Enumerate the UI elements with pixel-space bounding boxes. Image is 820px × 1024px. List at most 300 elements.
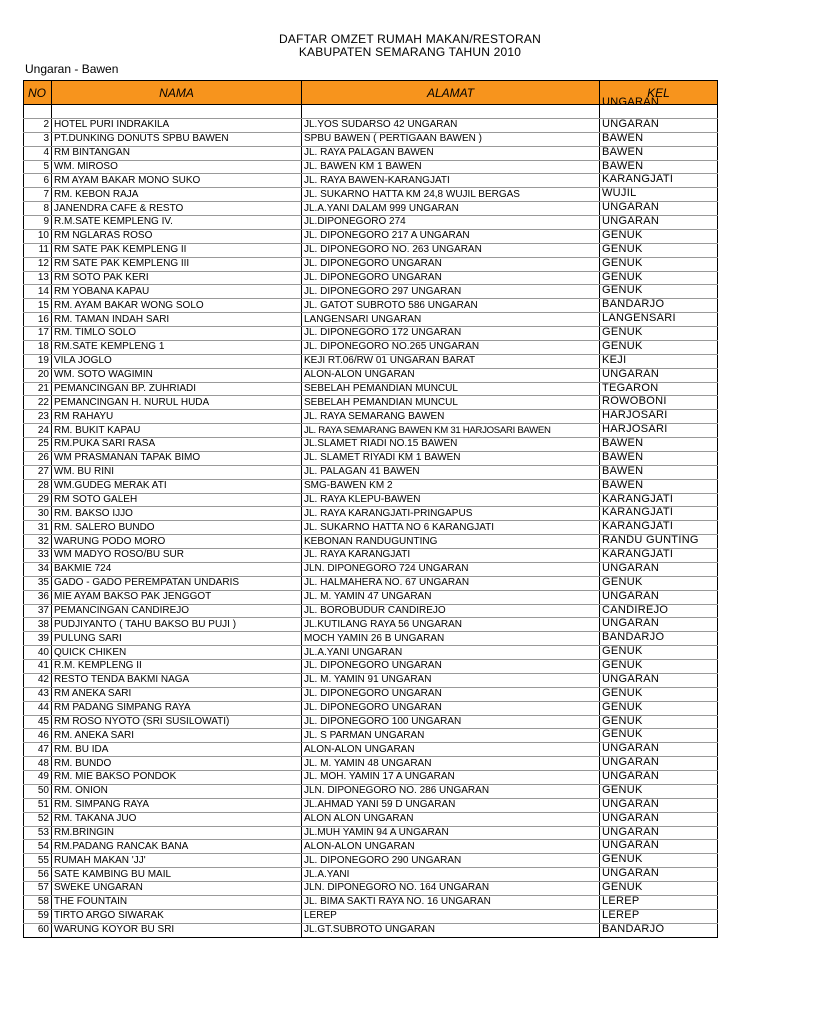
table-row	[24, 673, 718, 687]
table-row	[24, 327, 718, 341]
table-row	[24, 105, 718, 119]
table-row	[24, 493, 718, 507]
table-row	[24, 576, 718, 590]
alamat-cell: JL. HALMAHERA NO. 67 UNGARAN	[302, 576, 600, 590]
no-cell: 14	[24, 285, 52, 299]
alamat-cell: JL.A.YANI DALAM 999 UNGARAN	[302, 202, 600, 216]
alamat-cell: JL. MOH. YAMIN 17 A UNGARAN	[302, 771, 600, 785]
nama-cell: RM. SALERO BUNDO	[52, 521, 302, 535]
alamat-cell: SEBELAH PEMANDIAN MUNCUL	[302, 396, 600, 410]
table-row	[24, 701, 718, 715]
table-row	[24, 826, 718, 840]
no-cell: 7	[24, 188, 52, 202]
table-row	[24, 202, 718, 216]
table-row	[24, 562, 718, 576]
alamat-cell: JL. DIPONEGORO UNGARAN	[302, 271, 600, 285]
table-row	[24, 382, 718, 396]
table-row	[24, 299, 718, 313]
table-row	[24, 146, 718, 160]
nama-cell: PULUNG SARI	[52, 632, 302, 646]
kel-cell: GENUK	[600, 784, 718, 798]
kel-cell: TEGARON	[600, 382, 718, 396]
alamat-cell: JL.DIPONEGORO 274	[302, 216, 600, 230]
table-row	[24, 923, 718, 937]
kel-cell: UNGARAN	[600, 618, 718, 632]
table-body	[24, 96, 718, 938]
alamat-cell: JL. BOROBUDUR CANDIREJO	[302, 604, 600, 618]
alamat-cell: JL. RAYA KARANGJATI	[302, 549, 600, 563]
nama-cell: PUDJIYANTO ( TAHU BAKSO BU PUJI )	[52, 618, 302, 632]
alamat-cell: JL.GT.SUBROTO UNGARAN	[302, 923, 600, 937]
kel-cell: BANDARJO	[600, 923, 718, 937]
alamat-cell: JL. DIPONEGORO 100 UNGARAN	[302, 715, 600, 729]
kel-cell: CANDIREJO	[600, 604, 718, 618]
alamat-cell: JL. DIPONEGORO 172 UNGARAN	[302, 327, 600, 341]
kel-cell: UNGARAN	[600, 562, 718, 576]
no-cell: 3	[24, 132, 52, 146]
kel-cell: LEREP	[600, 895, 718, 909]
table-row	[24, 715, 718, 729]
nama-cell: WM.GUDEG MERAK ATI	[52, 479, 302, 493]
nama-cell: PEMANCINGAN BP. ZUHRIADI	[52, 382, 302, 396]
alamat-cell: JL. DIPONEGORO 297 UNGARAN	[302, 285, 600, 299]
no-cell: 52	[24, 812, 52, 826]
table-row	[24, 451, 718, 465]
table-row	[24, 535, 718, 549]
kel-cell: UNGARAN	[600, 771, 718, 785]
no-cell: 48	[24, 757, 52, 771]
kel-cell: GENUK	[600, 646, 718, 660]
alamat-cell: JL.AHMAD YANI 59 D UNGARAN	[302, 798, 600, 812]
kel-cell: UNGARAN	[600, 868, 718, 882]
alamat-cell: JL. RAYA KARANGJATI-PRINGAPUS	[302, 507, 600, 521]
kel-cell: UNGARAN	[602, 96, 660, 108]
no-cell: 8	[24, 202, 52, 216]
no-cell: 24	[24, 424, 52, 438]
no-cell: 29	[24, 493, 52, 507]
no-cell: 15	[24, 299, 52, 313]
table-row	[24, 396, 718, 410]
kel-cell: GENUK	[600, 729, 718, 743]
nama-cell: RM RAHAYU	[52, 410, 302, 424]
document-title: DAFTAR OMZET RUMAH MAKAN/RESTORAN	[279, 32, 541, 46]
no-cell: 38	[24, 618, 52, 632]
no-cell: 44	[24, 701, 52, 715]
nama-cell: R.M. KEMPLENG II	[52, 660, 302, 674]
kel-cell: KARANGJATI	[600, 174, 718, 188]
alamat-cell: JL. RAYA SEMARANG BAWEN	[302, 410, 600, 424]
alamat-cell: JL. M. YAMIN 91 UNGARAN	[302, 673, 600, 687]
table-row	[24, 465, 718, 479]
alamat-cell: JL.MUH YAMIN 94 A UNGARAN	[302, 826, 600, 840]
nama-cell: HOTEL PURI INDRAKILA	[52, 118, 302, 132]
no-cell: 19	[24, 354, 52, 368]
alamat-cell: SPBU BAWEN ( PERTIGAAN BAWEN )	[302, 132, 600, 146]
nama-cell: PEMANCINGAN H. NURUL HUDA	[52, 396, 302, 410]
no-cell: 26	[24, 451, 52, 465]
nama-cell: RM NGLARAS ROSO	[52, 229, 302, 243]
table-row	[24, 798, 718, 812]
nama-cell: JANENDRA CAFE & RESTO	[52, 202, 302, 216]
table-row	[24, 271, 718, 285]
kel-cell: RANDU GUNTING	[600, 535, 718, 549]
no-cell: 6	[24, 174, 52, 188]
alamat-cell: JL. SUKARNO HATTA KM 24,8 WUJIL BERGAS	[302, 188, 600, 202]
alamat-cell: JL. RAYA BAWEN-KARANGJATI	[302, 174, 600, 188]
nama-cell: RM ROSO NYOTO (SRI SUSILOWATI)	[52, 715, 302, 729]
table-row	[24, 354, 718, 368]
alamat-cell: JL. M. YAMIN 47 UNGARAN	[302, 590, 600, 604]
kel-cell: BANDARJO	[600, 299, 718, 313]
nama-cell: RM SATE PAK KEMPLENG II	[52, 243, 302, 257]
alamat-cell: JL. DIPONEGORO 217 A UNGARAN	[302, 229, 600, 243]
nama-cell: VILA JOGLO	[52, 354, 302, 368]
kel-cell: UNGARAN	[600, 757, 718, 771]
no-cell: 47	[24, 743, 52, 757]
nama-cell: SWEKE UNGARAN	[52, 882, 302, 896]
no-cell: 12	[24, 257, 52, 271]
alamat-cell: JL.SLAMET RIADI NO.15 BAWEN	[302, 438, 600, 452]
kel-cell: UNGARAN	[600, 368, 718, 382]
table-row	[24, 687, 718, 701]
nama-cell: RM BINTANGAN	[52, 146, 302, 160]
kel-cell: GENUK	[600, 701, 718, 715]
alamat-cell: JL. RAYA SEMARANG BAWEN KM 31 HARJOSARI BAWEN	[302, 424, 600, 438]
nama-cell: RM. TAMAN INDAH SARI	[52, 313, 302, 327]
table-row	[24, 424, 718, 438]
table-row	[24, 368, 718, 382]
kel-cell: KARANGJATI	[600, 521, 718, 535]
alamat-cell: JL. SLAMET RIYADI KM 1 BAWEN	[302, 451, 600, 465]
table-row	[24, 216, 718, 230]
table-row	[24, 909, 718, 923]
no-cell: 27	[24, 465, 52, 479]
nama-cell: PT.DUNKING DONUTS SPBU BAWEN	[52, 132, 302, 146]
no-cell: 54	[24, 840, 52, 854]
nama-cell: RM. ONION	[52, 784, 302, 798]
no-cell: 39	[24, 632, 52, 646]
nama-cell: RM SOTO PAK KERI	[52, 271, 302, 285]
no-cell: 35	[24, 576, 52, 590]
table-row	[24, 590, 718, 604]
table-row	[24, 160, 718, 174]
table-row	[24, 243, 718, 257]
no-cell: 58	[24, 895, 52, 909]
alamat-cell: JLN. DIPONEGORO NO. 164 UNGARAN	[302, 882, 600, 896]
nama-cell: WM PRASMANAN TAPAK BIMO	[52, 451, 302, 465]
alamat-cell: ALON-ALON UNGARAN	[302, 743, 600, 757]
nama-cell: RM YOBANA KAPAU	[52, 285, 302, 299]
no-cell: 57	[24, 882, 52, 896]
kel-cell: WUJIL	[600, 188, 718, 202]
table-row	[24, 784, 718, 798]
document-subtitle: KABUPATEN SEMARANG TAHUN 2010	[298, 45, 522, 59]
table-row	[24, 340, 718, 354]
nama-cell: MIE AYAM BAKSO PAK JENGGOT	[52, 590, 302, 604]
nama-cell: RM. TAKANA JUO	[52, 812, 302, 826]
table-row	[24, 118, 718, 132]
alamat-cell: JL. M. YAMIN 48 UNGARAN	[302, 757, 600, 771]
nama-cell: RM.PADANG RANCAK BANA	[52, 840, 302, 854]
no-cell: 13	[24, 271, 52, 285]
nama-cell: RM ANEKA SARI	[52, 687, 302, 701]
alamat-cell: JLN. DIPONEGORO 724 UNGARAN	[302, 562, 600, 576]
no-cell: 32	[24, 535, 52, 549]
no-cell: 51	[24, 798, 52, 812]
no-cell: 4	[24, 146, 52, 160]
table-row	[24, 895, 718, 909]
alamat-cell: JL. GATOT SUBROTO 586 UNGARAN	[302, 299, 600, 313]
no-cell: 45	[24, 715, 52, 729]
table-row	[24, 521, 718, 535]
table-row	[24, 132, 718, 146]
table-row	[24, 604, 718, 618]
table-row	[24, 854, 718, 868]
nama-cell: RM SATE PAK KEMPLENG III	[52, 257, 302, 271]
table-row	[24, 729, 718, 743]
no-cell: 5	[24, 160, 52, 174]
alamat-cell: JL. RAYA PALAGAN BAWEN	[302, 146, 600, 160]
kel-cell: BAWEN	[600, 146, 718, 160]
header-nama: NAMA	[52, 81, 302, 105]
kel-cell: GENUK	[600, 257, 718, 271]
nama-cell: WARUNG KOYOR BU SRI	[52, 923, 302, 937]
alamat-cell: ALON-ALON UNGARAN	[302, 368, 600, 382]
no-cell: 36	[24, 590, 52, 604]
kel-cell: GENUK	[600, 229, 718, 243]
kel-cell: UNGARAN	[600, 590, 718, 604]
table-row	[24, 618, 718, 632]
nama-cell: RM.SATE KEMPLENG 1	[52, 340, 302, 354]
nama-cell: RM. BU IDA	[52, 743, 302, 757]
no-cell: 9	[24, 216, 52, 230]
table-row	[24, 646, 718, 660]
nama-cell: RM. BUNDO	[52, 757, 302, 771]
no-cell: 46	[24, 729, 52, 743]
nama-cell: RM PADANG SIMPANG RAYA	[52, 701, 302, 715]
table-row	[24, 840, 718, 854]
nama-cell: RESTO TENDA BAKMI NAGA	[52, 673, 302, 687]
alamat-cell: JL. DIPONEGORO UNGARAN	[302, 257, 600, 271]
no-cell: 60	[24, 923, 52, 937]
kel-cell: BAWEN	[600, 132, 718, 146]
kel-cell: BAWEN	[600, 465, 718, 479]
table-row	[24, 868, 718, 882]
no-cell: 56	[24, 868, 52, 882]
table-row	[24, 507, 718, 521]
alamat-cell: JL. DIPONEGORO 290 UNGARAN	[302, 854, 600, 868]
kel-cell: BAWEN	[600, 438, 718, 452]
no-cell: 16	[24, 313, 52, 327]
alamat-cell: JL.KUTILANG RAYA 56 UNGARAN	[302, 618, 600, 632]
alamat-cell: LEREP	[302, 909, 600, 923]
kel-cell: LANGENSARI	[600, 313, 718, 327]
no-cell: 34	[24, 562, 52, 576]
nama-cell: RUMAH MAKAN 'JJ'	[52, 854, 302, 868]
kel-cell: GENUK	[600, 660, 718, 674]
alamat-cell: ALON ALON UNGARAN	[302, 812, 600, 826]
no-cell: 49	[24, 771, 52, 785]
region-label: Ungaran - Bawen	[25, 62, 119, 76]
kel-cell: LEREP	[600, 909, 718, 923]
alamat-cell: JL.A.YANI	[302, 868, 600, 882]
nama-cell: WM. MIROSO	[52, 160, 302, 174]
table-row	[24, 743, 718, 757]
kel-cell: HARJOSARI	[600, 424, 718, 438]
nama-cell: RM. BUKIT KAPAU	[52, 424, 302, 438]
kel-cell: KEJI	[600, 354, 718, 368]
kel-cell: GENUK	[600, 576, 718, 590]
no-cell: 10	[24, 229, 52, 243]
no-cell: 41	[24, 660, 52, 674]
table-row	[24, 285, 718, 299]
nama-cell: RM. ANEKA SARI	[52, 729, 302, 743]
kel-cell: BAWEN	[600, 160, 718, 174]
kel-cell: UNGARAN	[600, 826, 718, 840]
alamat-cell: JL. RAYA KLEPU-BAWEN	[302, 493, 600, 507]
kel-cell: BAWEN	[600, 479, 718, 493]
kel-cell: KARANGJATI	[600, 507, 718, 521]
no-cell: 18	[24, 340, 52, 354]
alamat-cell: JL. DIPONEGORO UNGARAN	[302, 660, 600, 674]
kel-cell: HARJOSARI	[600, 410, 718, 424]
restaurant-table	[23, 80, 718, 938]
table-row	[24, 410, 718, 424]
header-no: NO	[24, 81, 52, 105]
no-cell: 43	[24, 687, 52, 701]
no-cell: 40	[24, 646, 52, 660]
no-cell: 33	[24, 549, 52, 563]
alamat-cell: JL. BIMA SAKTI RAYA NO. 16 UNGARAN	[302, 895, 600, 909]
table-row	[24, 882, 718, 896]
table-row	[24, 771, 718, 785]
nama-cell: TIRTO ARGO SIWARAK	[52, 909, 302, 923]
nama-cell: RM.PUKA SARI RASA	[52, 438, 302, 452]
alamat-cell: JL. DIPONEGORO UNGARAN	[302, 687, 600, 701]
kel-cell: GENUK	[600, 271, 718, 285]
kel-cell: BANDARJO	[600, 632, 718, 646]
no-cell: 53	[24, 826, 52, 840]
alamat-cell: JL. DIPONEGORO NO.265 UNGARAN	[302, 340, 600, 354]
alamat-cell: JL. SUKARNO HATTA NO 6 KARANGJATI	[302, 521, 600, 535]
alamat-cell: JL. BAWEN KM 1 BAWEN	[302, 160, 600, 174]
kel-cell: GENUK	[600, 687, 718, 701]
nama-cell: RM SOTO GALEH	[52, 493, 302, 507]
kel-cell: GENUK	[600, 327, 718, 341]
no-cell: 59	[24, 909, 52, 923]
kel-cell: UNGARAN	[600, 202, 718, 216]
nama-cell: WM MADYO ROSO/BU SUR	[52, 549, 302, 563]
nama-cell: RM AYAM BAKAR MONO SUKO	[52, 174, 302, 188]
nama-cell: RM. SIMPANG RAYA	[52, 798, 302, 812]
kel-cell: UNGARAN	[600, 216, 718, 230]
nama-cell: RM.BRINGIN	[52, 826, 302, 840]
kel-cell: UNGARAN	[600, 798, 718, 812]
kel-cell: BAWEN	[600, 451, 718, 465]
no-cell: 2	[24, 118, 52, 132]
kel-cell: GENUK	[600, 715, 718, 729]
table-row	[24, 188, 718, 202]
alamat-cell: JL.YOS SUDARSO 42 UNGARAN	[302, 118, 600, 132]
no-cell: 28	[24, 479, 52, 493]
no-cell: 50	[24, 784, 52, 798]
table-row	[24, 632, 718, 646]
table-row	[24, 479, 718, 493]
alamat-cell: JL. S PARMAN UNGARAN	[302, 729, 600, 743]
kel-cell: ROWOBONI	[600, 396, 718, 410]
alamat-cell: JLN. DIPONEGORO NO. 286 UNGARAN	[302, 784, 600, 798]
no-cell: 22	[24, 396, 52, 410]
no-cell: 31	[24, 521, 52, 535]
no-cell: 11	[24, 243, 52, 257]
no-cell: 23	[24, 410, 52, 424]
no-cell: 25	[24, 438, 52, 452]
nama-cell: BAKMIE 724	[52, 562, 302, 576]
nama-cell: RM. TIMLO SOLO	[52, 327, 302, 341]
alamat-cell: KEBONAN RANDUGUNTING	[302, 535, 600, 549]
table-row	[24, 812, 718, 826]
kel-cell: UNGARAN	[600, 118, 718, 132]
kel-cell: GENUK	[600, 340, 718, 354]
alamat-cell: SMG-BAWEN KM 2	[302, 479, 600, 493]
nama-cell: GADO - GADO PEREMPATAN UNDARIS	[52, 576, 302, 590]
kel-cell: KARANGJATI	[600, 549, 718, 563]
kel-cell: KARANGJATI	[600, 493, 718, 507]
table-row	[24, 438, 718, 452]
no-cell: 21	[24, 382, 52, 396]
nama-cell: SATE KAMBING BU MAIL	[52, 868, 302, 882]
nama-cell: RM. MIE BAKSO PONDOK	[52, 771, 302, 785]
nama-cell: THE FOUNTAIN	[52, 895, 302, 909]
no-cell: 17	[24, 327, 52, 341]
alamat-cell: JL. DIPONEGORO UNGARAN	[302, 701, 600, 715]
no-cell: 37	[24, 604, 52, 618]
table-row	[24, 313, 718, 327]
header-kel: KEL	[600, 81, 718, 105]
kel-cell: GENUK	[600, 285, 718, 299]
table-row	[24, 549, 718, 563]
alamat-cell: MOCH YAMIN 26 B UNGARAN	[302, 632, 600, 646]
kel-cell: GENUK	[600, 854, 718, 868]
kel-cell: UNGARAN	[600, 673, 718, 687]
no-cell: 30	[24, 507, 52, 521]
alamat-cell: JL. DIPONEGORO NO. 263 UNGARAN	[302, 243, 600, 257]
alamat-cell: JL. PALAGAN 41 BAWEN	[302, 465, 600, 479]
kel-cell: GENUK	[600, 882, 718, 896]
alamat-cell: JL.A.YANI UNGARAN	[302, 646, 600, 660]
table-row	[24, 660, 718, 674]
nama-cell: R.M.SATE KEMPLENG IV.	[52, 216, 302, 230]
no-cell: 42	[24, 673, 52, 687]
nama-cell: RM. BAKSO IJJO	[52, 507, 302, 521]
nama-cell: QUICK CHIKEN	[52, 646, 302, 660]
nama-cell: RM. KEBON RAJA	[52, 188, 302, 202]
alamat-cell: ALON-ALON UNGARAN	[302, 840, 600, 854]
nama-cell: WM. BU RINI	[52, 465, 302, 479]
header-alamat: ALAMAT	[302, 81, 600, 105]
nama-cell: WM. SOTO WAGIMIN	[52, 368, 302, 382]
alamat-cell: LANGENSARI UNGARAN	[302, 313, 600, 327]
table-row	[24, 174, 718, 188]
alamat-cell: KEJI RT.06/RW 01 UNGARAN BARAT	[302, 354, 600, 368]
kel-cell: UNGARAN	[600, 840, 718, 854]
nama-cell: PEMANCINGAN CANDIREJO	[52, 604, 302, 618]
kel-cell: UNGARAN	[600, 743, 718, 757]
table-row	[24, 257, 718, 271]
kel-cell: UNGARAN	[600, 812, 718, 826]
no-cell: 55	[24, 854, 52, 868]
table-row	[24, 229, 718, 243]
